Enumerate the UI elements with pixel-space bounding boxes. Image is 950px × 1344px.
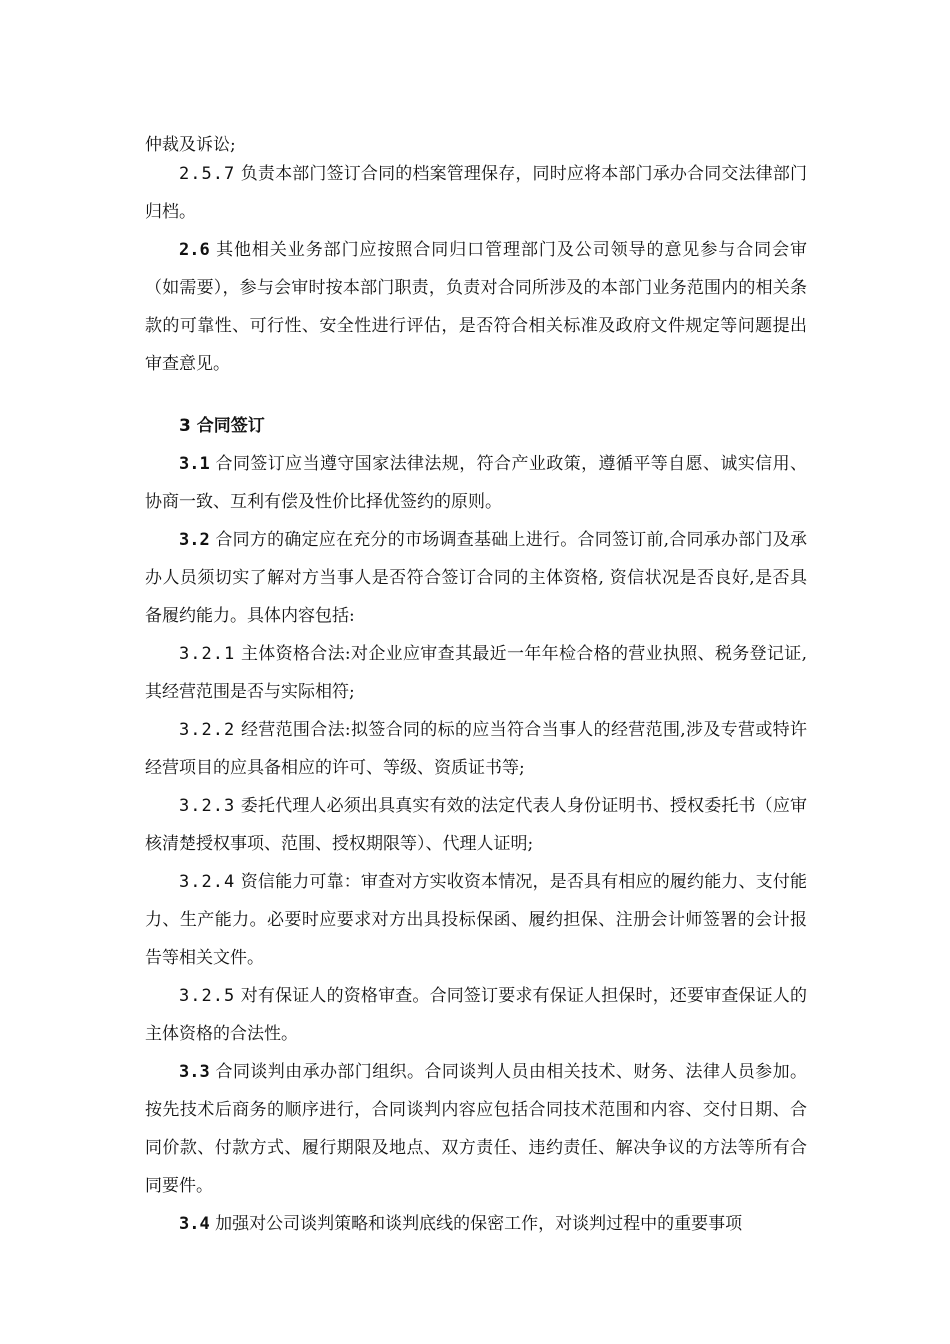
clause-number: 2.5.7 — [179, 164, 236, 184]
paragraph-text: 合同签订应当遵守国家法律法规，符合产业政策，遵循平等自愿、诚实信用、协商一致、互利有偿及性价比择优签约的原则。 — [145, 454, 807, 512]
clause-number: 3.2.5 — [179, 986, 236, 1006]
paragraph-text: 合同谈判由承办部门组织。合同谈判人员由相关技术、财务、法律人员参加。按先技术后商务的顺序进行，合同谈判内容应包括合同技术范围和内容、交付日期、合同价款、付款方式、履行期限及地点、双方责任、违约责任、解决争议的方法等所有合同要件。 — [145, 1062, 807, 1196]
paragraph-3-3 — [145, 1053, 807, 1205]
section-number: 3 — [179, 416, 191, 436]
paragraph-text: 加强对公司谈判策略和谈判底线的保密工作，对谈判过程中的重要事项 — [215, 1214, 743, 1234]
paragraph-text: 经营范围合法:拟签合同的标的应当符合当事人的经营范围,涉及专营或特许经营项目的应具备相应的许可、等级、资质证书等; — [145, 720, 808, 778]
paragraph-3-2 — [145, 521, 807, 635]
clause-number: 3.3 — [179, 1062, 210, 1082]
clause-number: 3.2 — [179, 530, 210, 550]
clause-number: 2.6 — [179, 240, 210, 260]
paragraph-3-2-4 — [145, 863, 807, 977]
paragraph-text: 资信能力可靠：审查对方实收资本情况，是否具有相应的履约能力、支付能力、生产能力。必要时应要求对方出具投标保函、履约担保、注册会计师签署的会计报告等相关文件。 — [145, 872, 808, 968]
paragraph-text: 合同方的确定应在充分的市场调查基础上进行。合同签订前,合同承办部门及承办人员须切实了解对方当事人是否符合签订合同的主体资格, 资信状况是否良好,是否具备履约能力。具体内容包括: — [145, 530, 808, 626]
paragraph-text: 其他相关业务部门应按照合同归口管理部门及公司领导的意见参与合同会审（如需要），参与会审时按本部门职责，负责对合同所涉及的本部门业务范围内的相关条款的可靠性、可行性、安全性进行评估，是否符合相关标准及政府文件规定等问题提出审查意见。 — [145, 240, 808, 374]
paragraph-text: 委托代理人必须出具真实有效的法定代表人身份证明书、授权委托书（应审核清楚授权事项、范围、授权期限等）、代理人证明; — [145, 796, 808, 854]
section-title: 合同签订 — [196, 416, 265, 436]
paragraph-3-2-1 — [145, 635, 807, 711]
paragraph-3-2-5 — [145, 977, 807, 1053]
clause-number: 3.2.1 — [179, 644, 236, 664]
clause-number: 3.2.4 — [179, 872, 236, 892]
clause-number: 3.4 — [179, 1214, 210, 1234]
paragraph-text: 对有保证人的资格审查。合同签订要求有保证人担保时，还要审查保证人的主体资格的合法性。 — [145, 986, 808, 1044]
paragraph-3-4 — [145, 1205, 807, 1243]
clause-number: 3.2.2 — [179, 720, 236, 740]
paragraph-3-2-3 — [145, 787, 807, 863]
clause-number: 3.1 — [179, 454, 210, 474]
paragraph-text: 负责本部门签订合同的档案管理保存，同时应将本部门承办合同交法律部门归档。 — [145, 164, 808, 222]
paragraph-3-2-2 — [145, 711, 807, 787]
paragraph-text: 仲裁及诉讼; — [145, 135, 236, 155]
clause-number: 3.2.3 — [179, 796, 236, 816]
paragraph-2-5-7 — [145, 155, 807, 231]
section-heading-3 — [145, 407, 807, 445]
paragraph-3-1 — [145, 445, 807, 521]
paragraph-text: 主体资格合法:对企业应审查其最近一年年检合格的营业执照、税务登记证,其经营范围是否与实际相符; — [145, 644, 808, 702]
paragraph-2-6 — [145, 231, 807, 383]
